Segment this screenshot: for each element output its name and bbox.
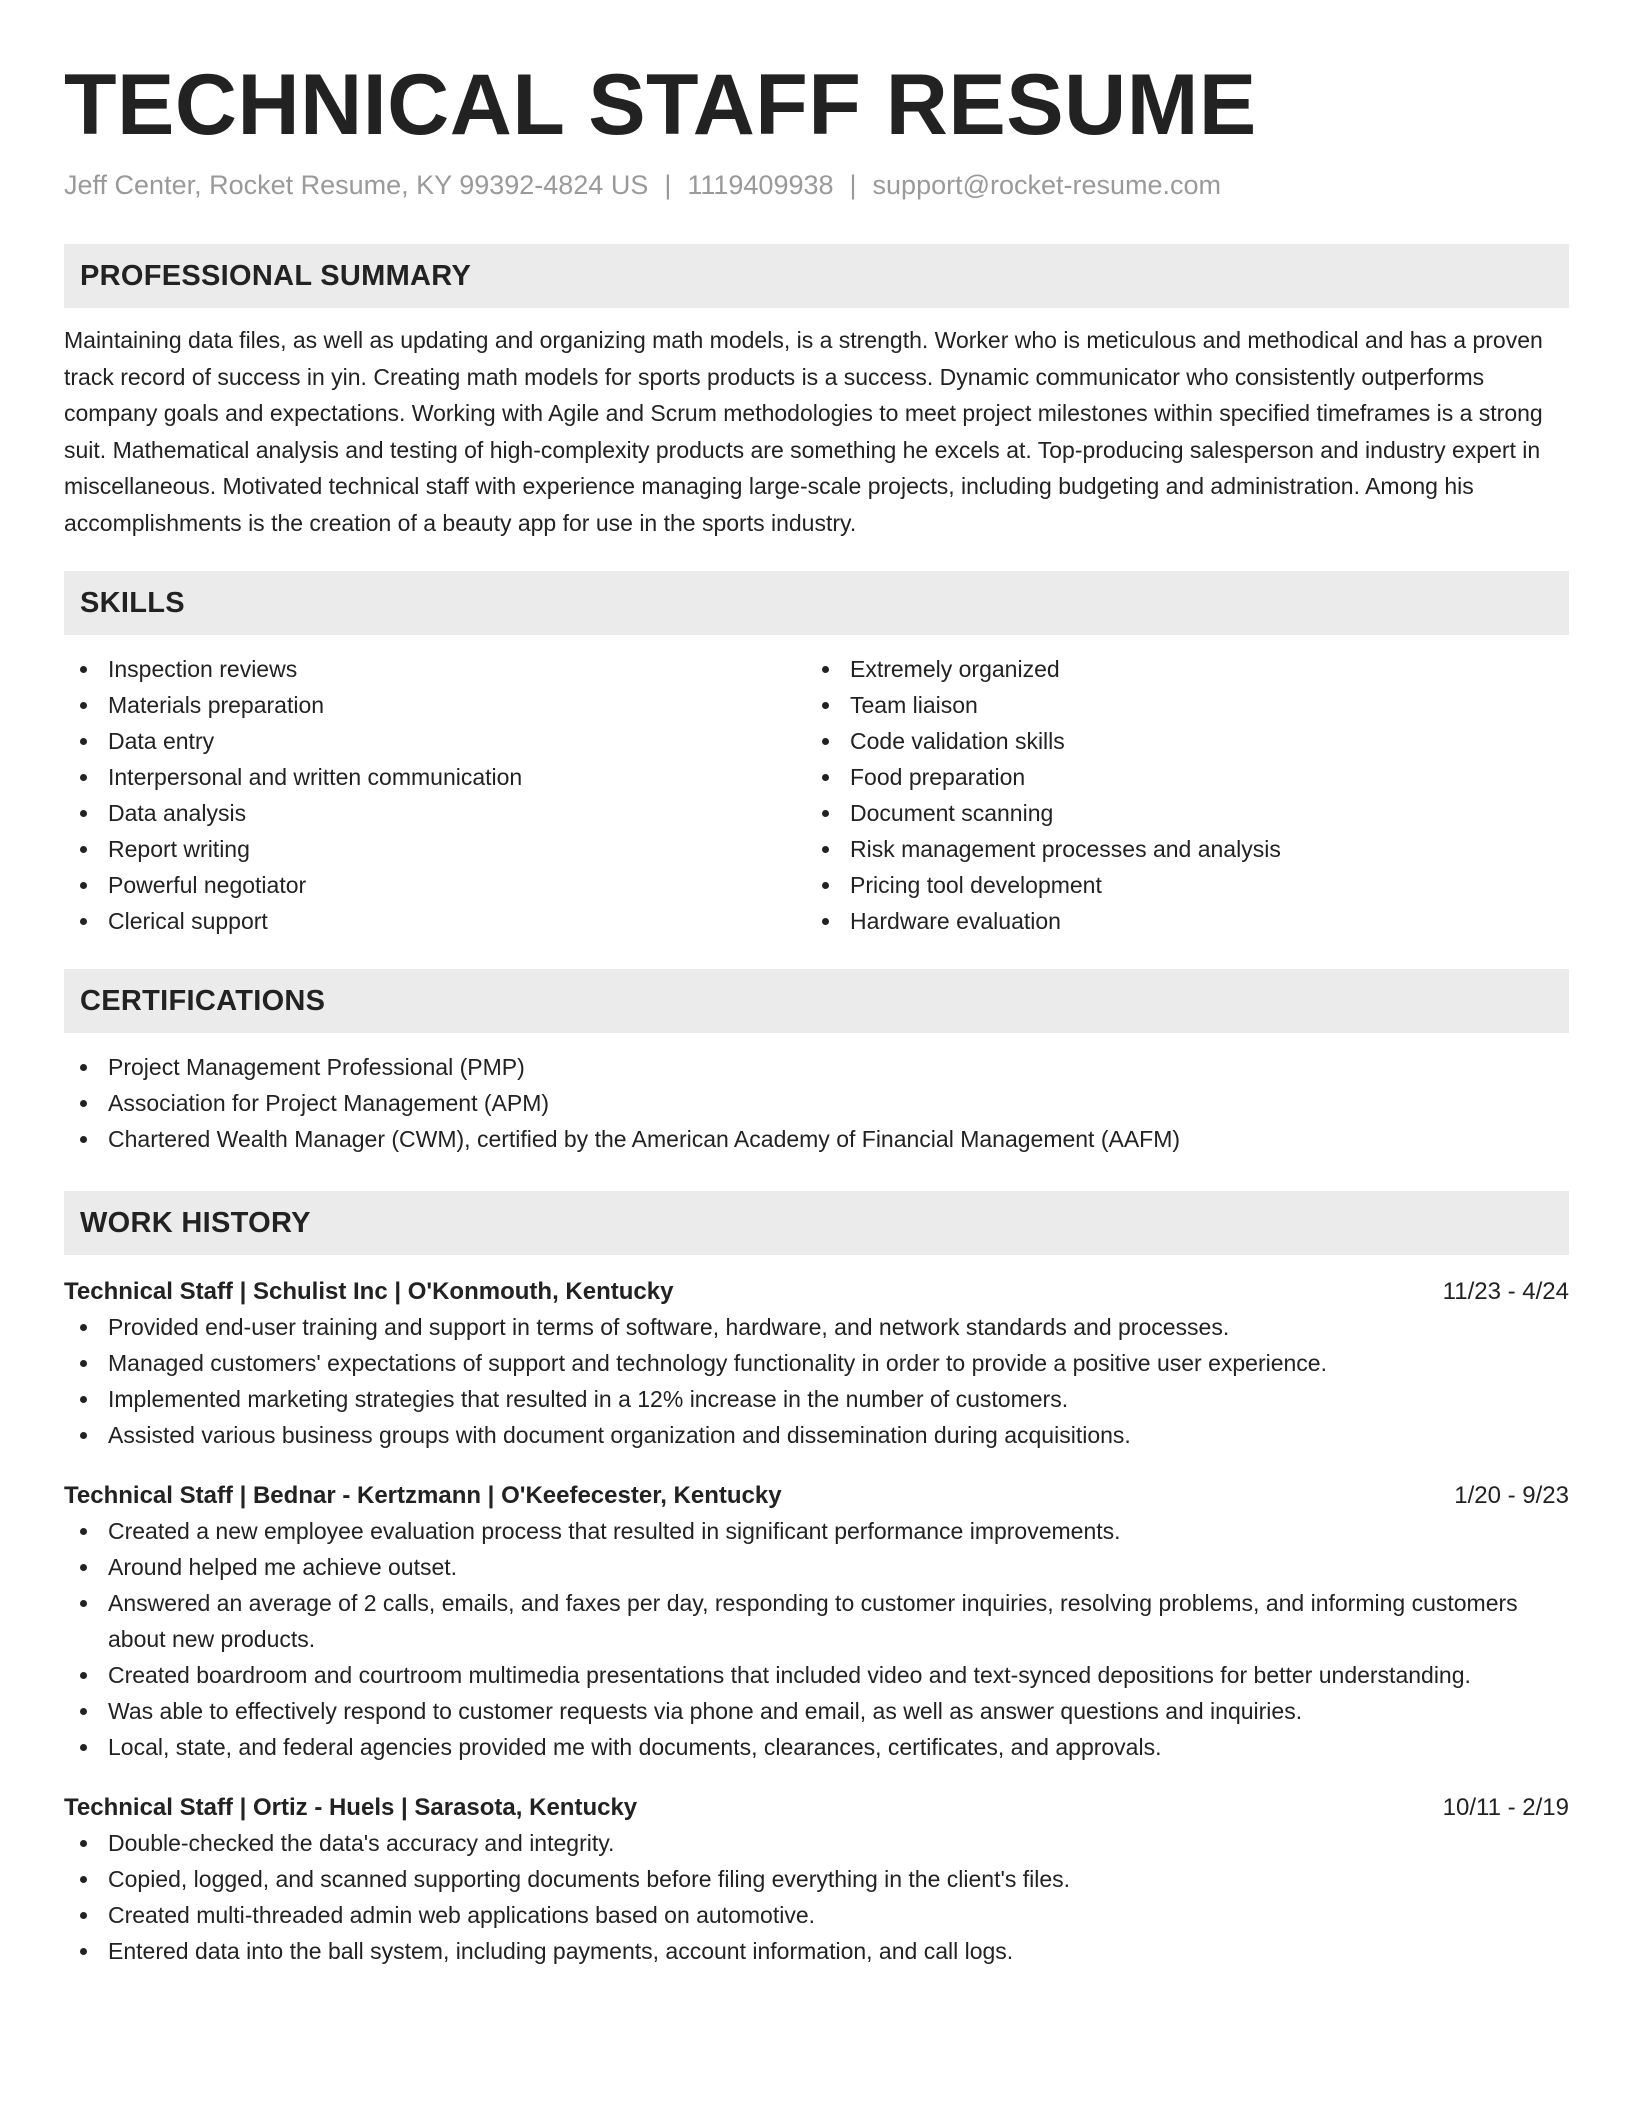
certification-item: Association for Project Management (APM) (64, 1085, 1569, 1121)
skill-item: Code validation skills (806, 723, 1548, 759)
skill-item: Extremely organized (806, 651, 1548, 687)
skill-item: Document scanning (806, 795, 1548, 831)
job-bullets (64, 1309, 1569, 1453)
skill-item: Pricing tool development (806, 867, 1548, 903)
summary-section (64, 244, 1569, 541)
contact-separator: | (849, 170, 857, 200)
skill-item: Report writing (64, 831, 806, 867)
job-bullets (64, 1825, 1569, 1969)
skill-item: Hardware evaluation (806, 903, 1548, 939)
contact-separator: | (664, 170, 672, 200)
job-bullet: Managed customers' expectations of support and technology functionality in order to provide a positive user experience. (64, 1345, 1569, 1381)
certification-item: Project Management Professional (PMP) (64, 1049, 1569, 1085)
job-dates: 1/20 - 9/23 (1454, 1482, 1569, 1509)
job-bullet: Created boardroom and courtroom multimedia presentations that included video and text-synced depositions for better understanding. (64, 1657, 1569, 1693)
job-title: Technical Staff | Bednar - Kertzmann | O'Keefecester, Kentucky (64, 1482, 782, 1509)
skills-column-left (64, 651, 806, 939)
contact-address: Jeff Center, Rocket Resume, KY 99392-4824 US (64, 170, 649, 200)
job-dates: 11/23 - 4/24 (1442, 1278, 1569, 1305)
job-bullet: Created a new employee evaluation process that resulted in significant performance improvements. (64, 1513, 1569, 1549)
skill-item: Inspection reviews (64, 651, 806, 687)
job-title: Technical Staff | Ortiz - Huels | Sarasota, Kentucky (64, 1794, 638, 1821)
skill-item: Clerical support (64, 903, 806, 939)
contact-phone: 1119409938 (687, 170, 834, 200)
skill-item: Data entry (64, 723, 806, 759)
job-bullet: Implemented marketing strategies that resulted in a 12% increase in the number of customers. (64, 1381, 1569, 1417)
certifications-section (64, 969, 1569, 1157)
skill-item: Data analysis (64, 795, 806, 831)
work-history-heading: WORK HISTORY (64, 1191, 1569, 1255)
job-dates: 10/11 - 2/19 (1442, 1794, 1569, 1821)
skill-item: Powerful negotiator (64, 867, 806, 903)
skills-section (64, 571, 1569, 939)
certifications-heading: CERTIFICATIONS (64, 969, 1569, 1033)
resume-title: TECHNICAL STAFF RESUME (64, 57, 1257, 153)
job-entry (64, 1791, 1569, 1969)
job-bullet: Around helped me achieve outset. (64, 1549, 1569, 1585)
job-bullet: Answered an average of 2 calls, emails, and faxes per day, responding to customer inquiries, resolving problems, and informing customers about new products. (64, 1585, 1569, 1657)
contact-email: support@rocket-resume.com (872, 170, 1222, 200)
job-header (64, 1479, 1569, 1513)
certifications-list (64, 1049, 1569, 1157)
skill-item: Materials preparation (64, 687, 806, 723)
job-bullet: Was able to effectively respond to customer requests via phone and email, as well as answer questions and inquiries. (64, 1693, 1569, 1729)
summary-text: Maintaining data files, as well as updating and organizing math models, is a strength. Worker who is meticulous and methodical and has a proven track record of success in yin. Creating math models for sports products is a success. Dynamic communicator who consistently outperforms company goals and expectations. Working with Agile and Scrum methodologies to meet project milestones within specified timeframes is a strong suit. Mathematical analysis and testing of high-complexity products are something he excels at. Top-producing salesperson and industry expert in miscellaneous. Motivated technical staff with experience managing large-scale projects, including budgeting and administration. Among his accomplishments is the creation of a beauty app for use in the sports industry. (64, 327, 1543, 536)
contact-line (64, 168, 1569, 202)
resume-content (64, 58, 1569, 1969)
skills-heading: SKILLS (64, 571, 1569, 635)
skill-item: Interpersonal and written communication (64, 759, 806, 795)
job-bullet: Created multi-threaded admin web applications based on automotive. (64, 1897, 1569, 1933)
job-bullet: Provided end-user training and support in terms of software, hardware, and network standards and processes. (64, 1309, 1569, 1345)
skill-item: Food preparation (806, 759, 1548, 795)
job-bullet: Copied, logged, and scanned supporting documents before filing everything in the client's files. (64, 1861, 1569, 1897)
skills-list (64, 651, 1569, 939)
job-bullets (64, 1513, 1569, 1765)
job-bullet: Local, state, and federal agencies provided me with documents, clearances, certificates, and approvals. (64, 1729, 1569, 1765)
work-history-section (64, 1191, 1569, 1969)
certification-item: Chartered Wealth Manager (CWM), certified by the American Academy of Financial Management (AAFM) (64, 1121, 1569, 1157)
job-bullet: Double-checked the data's accuracy and integrity. (64, 1825, 1569, 1861)
skills-column-right (806, 651, 1548, 939)
job-bullet: Entered data into the ball system, including payments, account information, and call logs. (64, 1933, 1569, 1969)
skill-item: Risk management processes and analysis (806, 831, 1548, 867)
job-title: Technical Staff | Schulist Inc | O'Konmouth, Kentucky (64, 1278, 674, 1305)
skill-item: Team liaison (806, 687, 1548, 723)
job-entry (64, 1479, 1569, 1765)
job-entry (64, 1275, 1569, 1453)
job-header (64, 1791, 1569, 1825)
summary-heading: PROFESSIONAL SUMMARY (64, 244, 1569, 308)
job-bullet: Assisted various business groups with document organization and dissemination during acquisitions. (64, 1417, 1569, 1453)
job-header (64, 1275, 1569, 1309)
